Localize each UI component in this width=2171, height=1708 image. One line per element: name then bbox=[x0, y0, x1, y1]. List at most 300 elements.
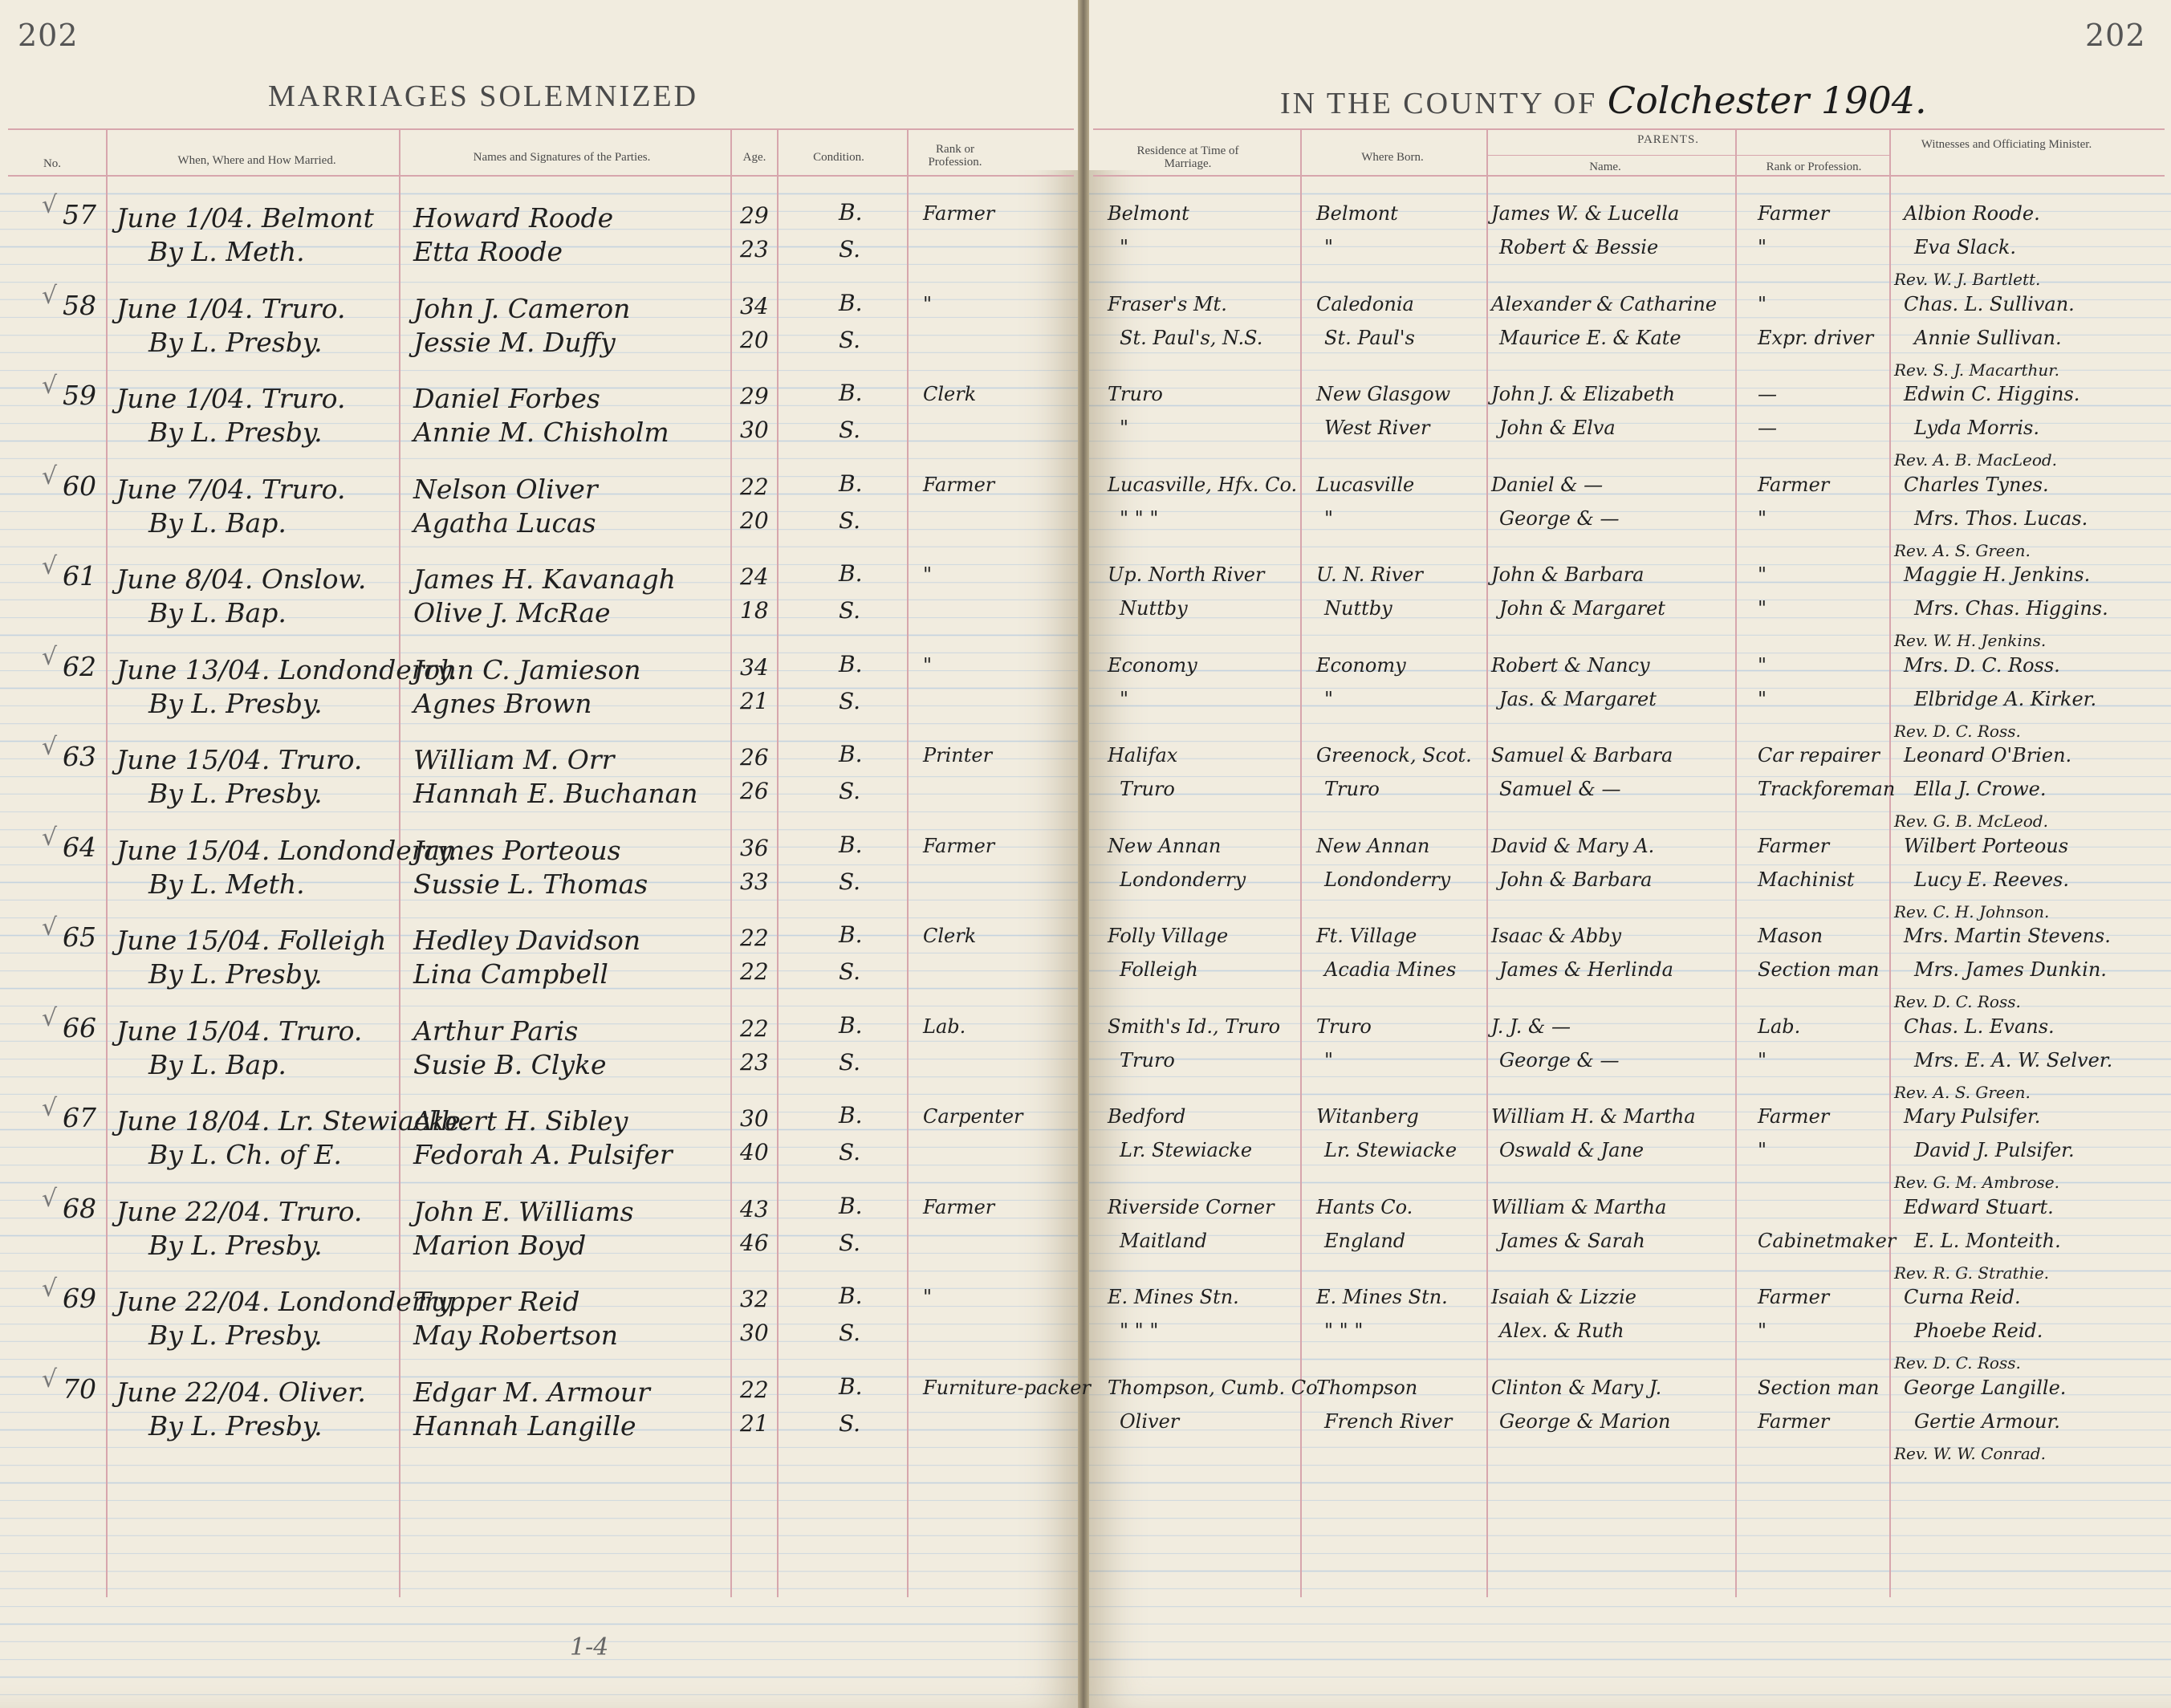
entry-bride: Susie B. Clyke bbox=[413, 1048, 607, 1080]
entry-parents-rank-bride: Cabinetmaker bbox=[1758, 1229, 1897, 1252]
entry-age-bride: 46 bbox=[740, 1229, 769, 1256]
entry-rank-groom: Lab. bbox=[923, 1015, 966, 1038]
header-names: Names and Signatures of the Parties. bbox=[473, 151, 651, 164]
entry-how: By L. Bap. bbox=[148, 506, 287, 539]
page-number-right: 202 bbox=[2085, 18, 2146, 53]
entry-residence-bride: Londonderry bbox=[1120, 868, 1246, 891]
entry-when: June 1/04. Truro. bbox=[116, 383, 346, 414]
entry-condition-bride: S. bbox=[839, 1409, 861, 1437]
entry-residence-groom: Thompson, Cumb. Co. bbox=[1108, 1376, 1323, 1399]
entry-when: June 8/04. Onslow. bbox=[116, 563, 367, 595]
entry-when: June 22/04. Londonderry. bbox=[116, 1286, 457, 1317]
entry-residence-bride: St. Paul's, N.S. bbox=[1120, 326, 1263, 349]
entry-born-groom: U. N. River bbox=[1316, 563, 1423, 586]
entry-age-bride: 21 bbox=[740, 687, 769, 714]
entry-how: By L. Presby. bbox=[148, 1409, 323, 1442]
entry-bride: Lina Campbell bbox=[413, 958, 608, 990]
entry-bride: Sussie L. Thomas bbox=[413, 868, 648, 900]
entry-parents-rank-bride: Farmer bbox=[1758, 1409, 1830, 1433]
entry-condition-bride: S. bbox=[839, 1139, 861, 1165]
entry-how: By L. Presby. bbox=[148, 687, 323, 719]
entry-how: By L. Meth. bbox=[148, 236, 305, 267]
parents-subrule bbox=[1486, 155, 1889, 156]
entry-parents-groom: John J. & Elizabeth bbox=[1491, 383, 1676, 405]
entry-age-groom: 22 bbox=[740, 1015, 769, 1042]
entry-bride: Hannah E. Buchanan bbox=[413, 778, 698, 809]
entry-minister: Rev. D. C. Ross. bbox=[1894, 992, 2021, 1011]
entry-born-groom: Thompson bbox=[1316, 1376, 1418, 1399]
entry-born-bride: Truro bbox=[1324, 778, 1380, 800]
entry-witness-2: Eva Slack. bbox=[1914, 236, 2017, 258]
entry-witness-2: Elbridge A. Kirker. bbox=[1914, 687, 2097, 710]
entry-witness-1: Wilbert Porteous bbox=[1904, 834, 2069, 857]
entry-parents-rank-bride: Expr. driver bbox=[1758, 326, 1874, 349]
entry-parents-groom: William & Martha bbox=[1491, 1195, 1667, 1218]
entry-how: By L. Presby. bbox=[148, 778, 323, 809]
entry-parents-rank-groom: Car repairer bbox=[1758, 744, 1880, 767]
entry-groom: Albert H. Sibley bbox=[413, 1105, 628, 1137]
entry-condition-groom: B. bbox=[839, 380, 863, 406]
entry-witness-2: Lucy E. Reeves. bbox=[1914, 868, 2069, 891]
entry-residence-bride: Truro bbox=[1120, 778, 1175, 800]
entry-witness-1: Charles Tynes. bbox=[1904, 473, 2049, 496]
entry-born-groom: Lucasville bbox=[1316, 473, 1415, 496]
entry-age-groom: 29 bbox=[740, 383, 769, 409]
entry-age-groom: 43 bbox=[740, 1195, 769, 1222]
header-when: When, Where and How Married. bbox=[177, 154, 336, 167]
entry-residence-bride: Oliver bbox=[1120, 1409, 1180, 1433]
entry-parents-bride: John & Margaret bbox=[1499, 597, 1665, 620]
entry-residence-groom: Up. North River bbox=[1108, 563, 1265, 586]
entry-rank-groom: Farmer bbox=[923, 473, 995, 496]
entry-when: June 1/04. Belmont bbox=[116, 202, 374, 234]
entry-born-bride: Nuttby bbox=[1324, 597, 1392, 620]
entry-born-groom: Truro bbox=[1316, 1015, 1372, 1038]
entry-parents-rank-bride: Machinist bbox=[1758, 868, 1855, 891]
entry-parents-rank-bride: — bbox=[1758, 417, 1777, 439]
entry-parents-groom: James W. & Lucella bbox=[1491, 202, 1680, 225]
entry-age-bride: 21 bbox=[740, 1409, 769, 1437]
col-divider bbox=[730, 128, 732, 1597]
entry-groom: James H. Kavanagh bbox=[413, 563, 676, 595]
entry-age-groom: 22 bbox=[740, 1376, 769, 1403]
entry-parents-rank-groom: " bbox=[1758, 653, 1767, 677]
entry-born-bride: Londonderry bbox=[1324, 868, 1451, 891]
entry-residence-groom: Economy bbox=[1108, 653, 1197, 677]
entry-bride: Annie M. Chisholm bbox=[413, 417, 669, 448]
entry-witness-2: Ella J. Crowe. bbox=[1914, 778, 2047, 800]
entry-age-groom: 32 bbox=[740, 1286, 769, 1312]
entry-groom: Tupper Reid bbox=[413, 1286, 580, 1317]
entry-age-bride: 40 bbox=[740, 1139, 769, 1165]
book-gutter bbox=[1078, 0, 1089, 1708]
entry-minister: Rev. G. B. McLeod. bbox=[1894, 811, 2048, 831]
header-witnesses: Witnesses and Officiating Minister. bbox=[1921, 138, 2092, 151]
entry-condition-bride: S. bbox=[839, 236, 861, 262]
entry-age-bride: 30 bbox=[740, 417, 769, 443]
entry-age-groom: 24 bbox=[740, 563, 769, 590]
entry-condition-bride: S. bbox=[839, 868, 861, 895]
entry-age-bride: 26 bbox=[740, 778, 769, 804]
entry-number: 69 bbox=[63, 1283, 96, 1314]
entry-minister: Rev. D. C. Ross. bbox=[1894, 721, 2021, 741]
entry-how: By L. Presby. bbox=[148, 1320, 323, 1351]
entry-how: By L. Meth. bbox=[148, 868, 305, 900]
entry-witness-1: Chas. L. Sullivan. bbox=[1904, 292, 2075, 315]
entry-parents-bride: George & Marion bbox=[1499, 1409, 1671, 1433]
col-divider bbox=[1735, 128, 1737, 1597]
header-rank: Rank or Profession. bbox=[928, 143, 982, 169]
entry-condition-groom: B. bbox=[839, 921, 863, 948]
check-mark-icon: √ bbox=[42, 1364, 58, 1393]
entry-when: June 15/04. Truro. bbox=[116, 744, 363, 775]
entry-rank-groom: " bbox=[923, 292, 933, 315]
col-divider bbox=[106, 128, 108, 1597]
check-mark-icon: √ bbox=[42, 191, 58, 219]
header-bottom-rule-right bbox=[1093, 175, 2165, 177]
page-title-right bbox=[1280, 79, 1927, 122]
entry-condition-bride: S. bbox=[839, 1048, 861, 1076]
entry-groom: Hedley Davidson bbox=[413, 925, 641, 956]
entry-parents-groom: J. J. & — bbox=[1491, 1015, 1571, 1038]
entry-witness-1: Leonard O'Brien. bbox=[1904, 744, 2072, 767]
entry-parents-bride: John & Barbara bbox=[1499, 868, 1653, 891]
entry-age-groom: 22 bbox=[740, 925, 769, 951]
entry-rank-groom: Carpenter bbox=[923, 1105, 1023, 1128]
entry-age-groom: 34 bbox=[740, 292, 769, 319]
entry-minister: Rev. A. S. Green. bbox=[1894, 540, 2031, 560]
entry-minister: Rev. G. M. Ambrose. bbox=[1894, 1173, 2059, 1192]
check-mark-icon: √ bbox=[42, 733, 58, 761]
entry-rank-groom: " bbox=[923, 1286, 933, 1308]
header-born: Where Born. bbox=[1361, 151, 1424, 164]
entry-residence-bride: Maitland bbox=[1120, 1229, 1208, 1252]
entry-rank-groom: Printer bbox=[923, 744, 993, 767]
entry-parents-rank-bride: " bbox=[1758, 506, 1767, 530]
entry-parents-bride: James & Sarah bbox=[1499, 1229, 1645, 1252]
entry-age-bride: 33 bbox=[740, 868, 769, 895]
entry-born-bride: Lr. Stewiacke bbox=[1324, 1139, 1457, 1161]
entry-number: 60 bbox=[63, 470, 96, 502]
col-divider bbox=[907, 128, 909, 1597]
entry-parents-rank-groom: Farmer bbox=[1758, 834, 1830, 857]
check-mark-icon: √ bbox=[42, 1003, 58, 1032]
entry-residence-bride: Truro bbox=[1120, 1048, 1175, 1072]
entry-number: 61 bbox=[63, 560, 96, 592]
page-number-left: 202 bbox=[18, 18, 79, 53]
entry-condition-bride: S. bbox=[839, 1229, 861, 1256]
entry-residence-bride: " " " bbox=[1120, 506, 1159, 530]
entry-residence-groom: Truro bbox=[1108, 383, 1163, 405]
check-mark-icon: √ bbox=[42, 913, 58, 941]
entry-number: 63 bbox=[63, 741, 96, 772]
entry-born-bride: St. Paul's bbox=[1324, 326, 1415, 349]
entry-age-bride: 23 bbox=[740, 1048, 769, 1076]
entry-condition-groom: B. bbox=[839, 1283, 863, 1309]
entry-parents-bride: John & Elva bbox=[1499, 417, 1616, 439]
entry-residence-groom: Halifax bbox=[1108, 744, 1178, 767]
entry-residence-groom: Belmont bbox=[1108, 202, 1189, 225]
entry-groom: Daniel Forbes bbox=[413, 383, 600, 414]
entry-residence-groom: Folly Village bbox=[1108, 925, 1229, 947]
entry-witness-1: Albion Roode. bbox=[1904, 202, 2040, 225]
entry-rank-groom: Farmer bbox=[923, 834, 995, 857]
entry-number: 65 bbox=[63, 921, 96, 953]
entry-born-bride: England bbox=[1324, 1229, 1406, 1252]
header-parents-name: Name. bbox=[1589, 161, 1621, 173]
entry-born-bride: French River bbox=[1324, 1409, 1453, 1433]
entry-number: 58 bbox=[63, 289, 96, 321]
entry-parents-groom: David & Mary A. bbox=[1491, 834, 1655, 857]
entry-number: 62 bbox=[63, 650, 96, 682]
entry-condition-groom: B. bbox=[839, 470, 863, 497]
county-handwritten: Colchester 1904. bbox=[1607, 79, 1927, 122]
col-divider bbox=[1486, 128, 1488, 1597]
entry-how: By L. Presby. bbox=[148, 958, 323, 990]
entry-age-groom: 29 bbox=[740, 202, 769, 229]
entry-condition-bride: S. bbox=[839, 506, 861, 534]
entry-rank-groom: Farmer bbox=[923, 1195, 995, 1218]
entry-how: By L. Presby. bbox=[148, 417, 323, 448]
entry-rank-groom: " bbox=[923, 653, 933, 677]
check-mark-icon: √ bbox=[42, 1184, 58, 1213]
check-mark-icon: √ bbox=[42, 462, 58, 490]
entry-born-groom: Belmont bbox=[1316, 202, 1398, 225]
header-top-rule-right bbox=[1093, 128, 2165, 130]
entry-residence-bride: " bbox=[1120, 417, 1129, 439]
page-title-left: MARRIAGES SOLEMNIZED bbox=[268, 79, 699, 113]
entry-minister: Rev. R. G. Strathie. bbox=[1894, 1263, 2050, 1283]
entry-parents-groom: Robert & Nancy bbox=[1491, 653, 1650, 677]
entry-minister: Rev. W. J. Bartlett. bbox=[1894, 270, 2041, 289]
entry-parents-bride: George & — bbox=[1499, 1048, 1620, 1072]
entry-when: June 15/04. Truro. bbox=[116, 1015, 363, 1047]
entry-groom: Arthur Paris bbox=[413, 1015, 579, 1047]
entry-condition-groom: B. bbox=[839, 560, 863, 587]
entry-born-groom: E. Mines Stn. bbox=[1316, 1286, 1448, 1308]
entry-witness-1: Mrs. Martin Stevens. bbox=[1904, 925, 2111, 947]
entry-rank-groom: Furniture-packer bbox=[923, 1376, 1091, 1399]
entry-parents-bride: Maurice E. & Kate bbox=[1499, 326, 1681, 349]
header-no: No. bbox=[43, 157, 62, 170]
entry-age-groom: 26 bbox=[740, 744, 769, 771]
entry-rank-groom: Clerk bbox=[923, 383, 977, 405]
entry-bride: Marion Boyd bbox=[413, 1229, 587, 1261]
entry-when: June 7/04. Truro. bbox=[116, 473, 346, 505]
entry-age-bride: 23 bbox=[740, 236, 769, 262]
entry-age-bride: 18 bbox=[740, 597, 769, 624]
entry-parents-rank-bride: " bbox=[1758, 597, 1767, 620]
entry-residence-bride: " " " bbox=[1120, 1320, 1159, 1342]
entry-number: 67 bbox=[63, 1102, 96, 1133]
entry-witness-2: Annie Sullivan. bbox=[1914, 326, 2062, 349]
header-age: Age. bbox=[742, 151, 766, 164]
entry-parents-rank-bride: " bbox=[1758, 1139, 1767, 1161]
entry-parents-groom: John & Barbara bbox=[1491, 563, 1645, 586]
entry-born-bride: " " " bbox=[1324, 1320, 1364, 1342]
entry-condition-groom: B. bbox=[839, 831, 863, 858]
entry-parents-rank-groom: Lab. bbox=[1758, 1015, 1801, 1038]
entry-condition-bride: S. bbox=[839, 778, 861, 804]
entry-minister: Rev. S. J. Macarthur. bbox=[1894, 360, 2060, 380]
entry-number: 59 bbox=[63, 380, 96, 411]
entry-residence-bride: Lr. Stewiacke bbox=[1120, 1139, 1253, 1161]
entry-born-bride: West River bbox=[1324, 417, 1430, 439]
entry-rank-groom: " bbox=[923, 563, 933, 586]
entry-witness-1: Maggie H. Jenkins. bbox=[1904, 563, 2091, 586]
footer-mark: 1-4 bbox=[570, 1633, 609, 1661]
header-bottom-rule bbox=[8, 175, 1074, 177]
entry-born-bride: Acadia Mines bbox=[1324, 958, 1457, 981]
entry-bride: Jessie M. Duffy bbox=[413, 326, 616, 358]
entry-parents-bride: Oswald & Jane bbox=[1499, 1139, 1645, 1161]
entry-witness-1: Chas. L. Evans. bbox=[1904, 1015, 2055, 1038]
entry-parents-rank-bride: Trackforeman bbox=[1758, 778, 1896, 800]
entry-born-groom: Greenock, Scot. bbox=[1316, 744, 1472, 767]
check-mark-icon: √ bbox=[42, 552, 58, 580]
entry-minister: Rev. W. W. Conrad. bbox=[1894, 1443, 2046, 1463]
entry-witness-2: Mrs. Chas. Higgins. bbox=[1914, 597, 2108, 620]
entry-how: By L. Bap. bbox=[148, 597, 287, 628]
header-top-rule bbox=[8, 128, 1074, 130]
entry-groom: James Porteous bbox=[413, 834, 621, 866]
entry-number: 70 bbox=[63, 1372, 96, 1405]
entry-number: 64 bbox=[63, 831, 96, 863]
entry-parents-bride: Alex. & Ruth bbox=[1499, 1320, 1624, 1342]
entry-residence-groom: Bedford bbox=[1108, 1105, 1186, 1128]
entry-born-groom: Caledonia bbox=[1316, 292, 1414, 315]
entry-residence-bride: " bbox=[1120, 236, 1129, 258]
entry-groom: John C. Jamieson bbox=[413, 653, 641, 685]
entry-groom: John J. Cameron bbox=[413, 292, 631, 324]
entry-witness-2: Gertie Armour. bbox=[1914, 1409, 2060, 1433]
entry-parents-rank-bride: " bbox=[1758, 236, 1767, 258]
entry-condition-bride: S. bbox=[839, 597, 861, 624]
entry-parents-rank-bride: Section man bbox=[1758, 958, 1880, 981]
entry-parents-rank-groom: Farmer bbox=[1758, 202, 1830, 225]
entry-residence-groom: Fraser's Mt. bbox=[1108, 292, 1227, 315]
entry-witness-1: Edwin C. Higgins. bbox=[1904, 383, 2080, 405]
entry-age-groom: 22 bbox=[740, 473, 769, 500]
entry-born-bride: " bbox=[1324, 236, 1334, 258]
entry-condition-groom: B. bbox=[839, 199, 863, 226]
entry-when: June 15/04. Folleigh bbox=[116, 925, 387, 956]
entry-parents-groom: Clinton & Mary J. bbox=[1491, 1376, 1662, 1399]
entry-witness-1: Mrs. D. C. Ross. bbox=[1904, 653, 2060, 677]
entry-condition-bride: S. bbox=[839, 687, 861, 714]
entry-rank-groom: Farmer bbox=[923, 202, 995, 225]
entry-residence-groom: Riverside Corner bbox=[1108, 1195, 1275, 1218]
entry-rank-groom: Clerk bbox=[923, 925, 977, 947]
entry-born-groom: Economy bbox=[1316, 653, 1406, 677]
entry-condition-groom: B. bbox=[839, 1102, 863, 1128]
entry-parents-rank-groom: Section man bbox=[1758, 1376, 1880, 1399]
entry-born-bride: " bbox=[1324, 1048, 1334, 1072]
header-condition: Condition. bbox=[813, 151, 864, 164]
entry-groom: Edgar M. Armour bbox=[413, 1376, 650, 1408]
check-mark-icon: √ bbox=[42, 372, 58, 400]
entry-witness-2: E. L. Monteith. bbox=[1914, 1229, 2061, 1252]
entry-born-groom: Ft. Village bbox=[1316, 925, 1417, 947]
entry-condition-groom: B. bbox=[839, 1192, 863, 1219]
entry-bride: Etta Roode bbox=[413, 236, 563, 267]
entry-condition-groom: B. bbox=[839, 289, 863, 316]
entry-minister: Rev. A. B. MacLeod. bbox=[1894, 450, 2058, 470]
entry-condition-bride: S. bbox=[839, 958, 861, 985]
entry-witness-1: Edward Stuart. bbox=[1904, 1195, 2054, 1218]
entry-age-bride: 20 bbox=[740, 326, 769, 353]
entry-parents-groom: Isaac & Abby bbox=[1491, 925, 1622, 947]
entry-condition-bride: S. bbox=[839, 1320, 861, 1346]
entry-witness-2: David J. Pulsifer. bbox=[1914, 1139, 2075, 1161]
entry-number: 68 bbox=[63, 1192, 96, 1224]
entry-parents-rank-groom: Farmer bbox=[1758, 1105, 1830, 1128]
entry-parents-bride: Robert & Bessie bbox=[1499, 236, 1659, 258]
entry-parents-rank-groom: Mason bbox=[1758, 925, 1823, 947]
entry-minister: Rev. D. C. Ross. bbox=[1894, 1353, 2021, 1372]
entry-how: By L. Ch. of E. bbox=[148, 1139, 342, 1170]
entry-minister: Rev. C. H. Johnson. bbox=[1894, 901, 2050, 921]
entry-parents-rank-groom: " bbox=[1758, 292, 1767, 315]
entry-witness-1: Curna Reid. bbox=[1904, 1286, 2021, 1308]
entry-condition-bride: S. bbox=[839, 417, 861, 443]
entry-how: By L. Presby. bbox=[148, 1229, 323, 1261]
entry-when: June 18/04. Lr. Stewiacke. bbox=[116, 1105, 470, 1137]
entry-parents-bride: James & Herlinda bbox=[1499, 958, 1673, 981]
entry-parents-bride: Jas. & Margaret bbox=[1499, 687, 1657, 710]
entry-parents-groom: Samuel & Barbara bbox=[1491, 744, 1673, 767]
col-divider bbox=[777, 128, 779, 1597]
entry-groom: Howard Roode bbox=[413, 202, 614, 234]
entry-residence-bride: " bbox=[1120, 687, 1129, 710]
entry-when: June 13/04. Londonderry. bbox=[116, 653, 457, 685]
entry-born-groom: Witanberg bbox=[1316, 1105, 1419, 1128]
entry-condition-groom: B. bbox=[839, 1011, 863, 1039]
entry-witness-2: Mrs. E. A. W. Selver. bbox=[1914, 1048, 2113, 1072]
entry-age-bride: 22 bbox=[740, 958, 769, 985]
entry-parents-rank-groom: — bbox=[1758, 383, 1777, 405]
entry-parents-bride: Samuel & — bbox=[1499, 778, 1621, 800]
entry-residence-groom: New Annan bbox=[1108, 834, 1222, 857]
entry-condition-groom: B. bbox=[839, 650, 863, 677]
check-mark-icon: √ bbox=[42, 642, 58, 671]
entry-groom: John E. Williams bbox=[413, 1195, 634, 1227]
entry-residence-groom: Lucasville, Hfx. Co. bbox=[1108, 473, 1298, 496]
entry-parents-groom: Alexander & Catharine bbox=[1491, 292, 1718, 315]
entry-when: June 22/04. Truro. bbox=[116, 1195, 363, 1227]
entry-born-bride: " bbox=[1324, 506, 1334, 530]
entry-how: By L. Bap. bbox=[148, 1048, 287, 1080]
entry-number: 66 bbox=[63, 1011, 96, 1043]
entry-parents-rank-bride: " bbox=[1758, 1048, 1767, 1072]
entry-witness-2: Mrs. Thos. Lucas. bbox=[1914, 506, 2088, 530]
entry-parents-rank-groom: Farmer bbox=[1758, 473, 1830, 496]
entry-minister: Rev. A. S. Green. bbox=[1894, 1082, 2031, 1102]
entry-residence-bride: Folleigh bbox=[1120, 958, 1198, 981]
entry-witness-1: Mary Pulsifer. bbox=[1904, 1105, 2041, 1128]
check-mark-icon: √ bbox=[42, 1275, 58, 1303]
check-mark-icon: √ bbox=[42, 281, 58, 310]
entry-groom: Nelson Oliver bbox=[413, 473, 598, 505]
entry-age-bride: 20 bbox=[740, 506, 769, 534]
entry-parents-groom: William H. & Martha bbox=[1491, 1105, 1696, 1128]
entry-how: By L. Presby. bbox=[148, 326, 323, 358]
header-parents: PARENTS. bbox=[1637, 133, 1700, 146]
entry-when: June 22/04. Oliver. bbox=[116, 1376, 366, 1408]
entry-witness-2: Phoebe Reid. bbox=[1914, 1320, 2043, 1342]
check-mark-icon: √ bbox=[42, 823, 58, 852]
entry-bride: Olive J. McRae bbox=[413, 597, 611, 628]
